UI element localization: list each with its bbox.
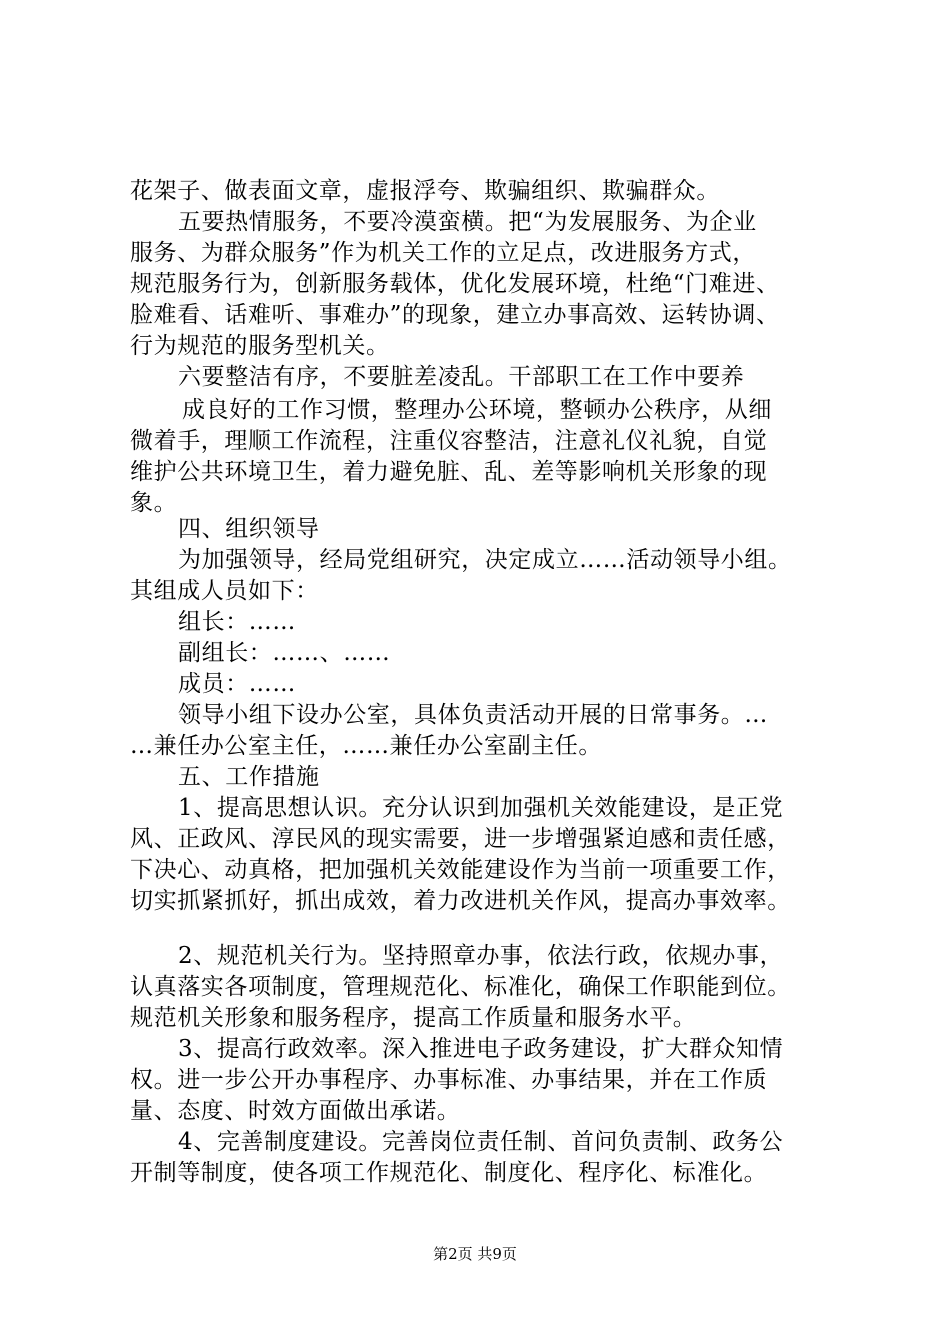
text-line: 下决心、动真格，把加强机关效能建设作为当前一项重要工作， — [130, 857, 791, 883]
text-line: 行为规范的服务型机关。 — [130, 333, 390, 359]
text-line: 为加强领导，经局党组研究，决定成立……活动领导小组。 — [178, 547, 792, 573]
text-line: 开制等制度，使各项工作规范化、制度化、程序化、标准化。 — [130, 1160, 768, 1186]
measure-2-line: 2、规范机关行为。坚持照章办事，依法行政，依规办事， — [178, 943, 784, 969]
section-heading-measures: 五、工作措施 — [178, 764, 320, 790]
measure-1-line: 1、提高思想认识。充分认识到加强机关效能建设，是正党 — [178, 795, 784, 821]
text-line: 量、态度、时效方面做出承诺。 — [130, 1098, 461, 1124]
paragraph-six-heading: 六要整洁有序，不要脏差凌乱。干部职工在工作中要养 — [178, 364, 745, 390]
text-line: 脸难看、话难听、事难办”的现象，建立办事高效、运转协调、 — [130, 302, 780, 328]
text-line: 领导小组下设办公室，具体负责活动开展的日常事务。… — [178, 702, 768, 728]
measure-3-line: 3、提高行政效率。深入推进电子政务建设，扩大群众知情 — [178, 1036, 784, 1062]
text-line: 规范服务行为，创新服务载体，优化发展环境，杜绝“门难进、 — [130, 271, 780, 297]
section-heading-organization: 四、组织领导 — [178, 516, 320, 542]
paragraph-five-heading: 五要热情服务，不要冷漠蛮横。把“为发展服务、为企业 — [178, 209, 757, 235]
text-line: 成良好的工作习惯，整理办公环境，整顿办公秩序，从细 — [182, 397, 772, 423]
deputy-leader-line: 副组长：……、…… — [178, 640, 391, 666]
group-leader-line: 组长：…… — [178, 609, 296, 635]
text-line: 维护公共环境卫生，着力避免脏、乱、差等影响机关形象的现 — [130, 459, 768, 485]
text-line: 切实抓紧抓好，抓出成效，着力改进机关作风，提高办事效率。 — [130, 888, 791, 914]
members-line: 成员：…… — [178, 671, 296, 697]
text-line: 服务、为群众服务”作为机关工作的立足点，改进服务方式， — [130, 240, 756, 266]
measure-4-line: 4、完善制度建设。完善岗位责任制、首问负责制、政务公 — [178, 1129, 784, 1155]
text-line: 微着手，理顺工作流程，注重仪容整洁，注意礼仪礼貌，自觉 — [130, 428, 768, 454]
page-footer: 第2页 共9页 — [433, 1245, 517, 1263]
text-line: 风、正政风、淳民风的现实需要，进一步增强紧迫感和责任感， — [130, 826, 791, 852]
text-line: 花架子、做表面文章，虚报浮夸、欺骗组织、欺骗群众。 — [130, 178, 720, 204]
text-line: 权。进一步公开办事程序、办事标准、办事结果，并在工作质 — [130, 1067, 768, 1093]
text-line: 象。 — [130, 490, 178, 516]
text-line: 规范机关形象和服务程序，提高工作质量和服务水平。 — [130, 1005, 697, 1031]
text-line: 认真落实各项制度，管理规范化、标准化，确保工作职能到位。 — [130, 974, 791, 1000]
text-line: 其组成人员如下： — [130, 578, 319, 604]
text-line: …兼任办公室主任，……兼任办公室副主任。 — [130, 733, 602, 759]
